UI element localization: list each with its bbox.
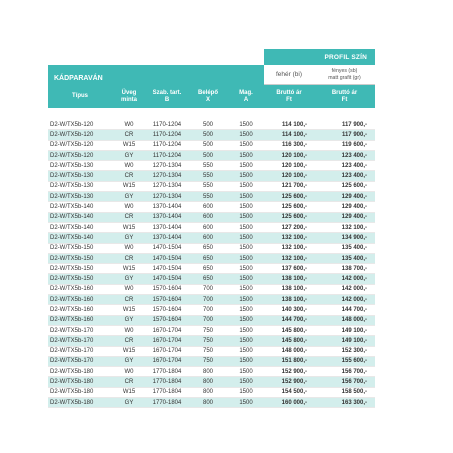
row-uveg: W15 <box>122 142 136 149</box>
col-brutto-fenyes <box>314 85 375 108</box>
col-mag <box>228 85 264 108</box>
row-uveg: W0 <box>124 121 134 128</box>
table-row <box>48 202 375 212</box>
row-szab: 1270-1304 <box>152 183 182 190</box>
row-uveg: W0 <box>124 368 134 375</box>
row-uveg: W15 <box>122 183 136 190</box>
row-mag: 1500 <box>239 389 253 396</box>
row-szab: 1670-1704 <box>152 327 182 334</box>
row-belepo: 700 <box>202 306 213 313</box>
column-header-row <box>48 85 375 108</box>
row-price-fenyes: 155 600,- <box>341 358 367 365</box>
col-szab <box>146 85 188 108</box>
table-row <box>48 151 375 161</box>
row-price-feher: 120 100,- <box>281 173 307 180</box>
row-mag: 1500 <box>239 121 253 128</box>
row-price-feher: 151 800,- <box>281 358 307 365</box>
table-row <box>48 347 375 357</box>
row-belepo: 600 <box>202 234 213 241</box>
row-uveg: W15 <box>122 348 136 355</box>
row-mag: 1500 <box>239 317 253 324</box>
row-tipus: D2-W/TX5b-130 <box>50 193 94 200</box>
row-tipus: D2-W/TX5b-150 <box>50 255 94 262</box>
row-mag: 1500 <box>239 183 253 190</box>
row-price-fenyes: 156 700,- <box>341 379 367 386</box>
col-szab-line2: B <box>164 96 170 103</box>
table-row <box>48 367 375 377</box>
row-szab: 1370-1404 <box>152 234 182 241</box>
row-price-feher: 125 600,- <box>281 214 307 221</box>
row-tipus: D2-W/TX5b-130 <box>50 183 94 190</box>
row-mag: 1500 <box>239 399 253 406</box>
row-szab: 1370-1404 <box>152 214 182 221</box>
row-price-fenyes: 119 600,- <box>341 142 367 149</box>
row-mag: 1500 <box>239 234 253 241</box>
table-row <box>48 326 375 336</box>
row-uveg: GY <box>124 317 134 324</box>
row-price-feher: 125 600,- <box>281 204 307 211</box>
row-tipus: D2-W/TX5b-170 <box>50 337 94 344</box>
row-mag: 1500 <box>239 245 253 252</box>
col-uveg-line2: minta <box>120 96 137 103</box>
row-price-fenyes: 149 100,- <box>341 337 367 344</box>
row-price-feher: 120 100,- <box>281 162 307 169</box>
col-brutto-feher-line2: Ft <box>286 96 292 103</box>
col-brutto-fenyes-line2: Ft <box>341 96 348 103</box>
row-price-feher: 145 800,- <box>281 327 307 334</box>
row-szab: 1270-1304 <box>152 193 182 200</box>
row-price-fenyes: 148 000,- <box>341 317 367 324</box>
row-price-feher: 132 100,- <box>281 245 307 252</box>
row-price-feher: 114 100,- <box>281 131 307 138</box>
row-belepo: 750 <box>202 337 213 344</box>
row-mag: 1500 <box>239 224 253 231</box>
row-mag: 1500 <box>239 204 253 211</box>
col-uveg <box>112 85 146 108</box>
col-mag-line2: A <box>243 96 249 103</box>
row-szab: 1570-1604 <box>152 317 182 324</box>
row-szab: 1170-1204 <box>152 152 182 159</box>
row-price-fenyes: 129 400,- <box>341 214 367 221</box>
row-price-fenyes: 142 000,- <box>341 296 367 303</box>
row-price-fenyes: 144 700,- <box>341 306 367 313</box>
title-row <box>48 65 375 85</box>
row-szab: 1570-1604 <box>152 306 182 313</box>
row-szab: 1470-1504 <box>152 255 182 262</box>
col-mag-line1: Mag. <box>239 89 253 96</box>
row-price-feher: 160 000,- <box>281 399 307 406</box>
header-spacer <box>48 49 264 65</box>
price-table <box>48 49 375 408</box>
row-price-feher: 132 100,- <box>281 255 307 262</box>
color-fenyes-label <box>314 65 375 85</box>
row-price-feher: 114 100,- <box>281 121 307 128</box>
row-uveg: GY <box>124 234 134 241</box>
row-szab: 1370-1404 <box>152 224 182 231</box>
row-mag: 1500 <box>239 337 253 344</box>
row-price-feher: 116 300,- <box>281 142 307 149</box>
row-uveg: W15 <box>122 306 136 313</box>
row-mag: 1500 <box>239 193 253 200</box>
row-price-feher: 152 900,- <box>281 379 307 386</box>
table-row <box>48 305 375 315</box>
row-szab: 1370-1404 <box>152 204 182 211</box>
row-uveg: GY <box>124 193 134 200</box>
row-price-fenyes: 163 300,- <box>341 399 367 406</box>
row-belepo: 800 <box>202 368 213 375</box>
row-belepo: 650 <box>202 245 213 252</box>
row-szab: 1670-1704 <box>152 337 182 344</box>
row-mag: 1500 <box>239 142 253 149</box>
row-tipus: D2-W/TX5b-180 <box>50 368 94 375</box>
row-price-feher: 148 000,- <box>281 348 307 355</box>
row-szab: 1670-1704 <box>152 358 182 365</box>
col-tipus-label: Típus <box>72 93 88 99</box>
row-szab: 1170-1204 <box>152 121 182 128</box>
row-tipus: D2-W/TX5b-140 <box>50 214 94 221</box>
col-tipus <box>48 85 112 108</box>
table-row <box>48 244 375 254</box>
table-row <box>48 264 375 274</box>
row-tipus: D2-W/TX5b-160 <box>50 306 94 313</box>
col-belepo-line1: Belépő <box>197 89 218 96</box>
row-tipus: D2-W/TX5b-160 <box>50 317 94 324</box>
row-belepo: 550 <box>202 173 213 180</box>
row-price-fenyes: 123 400,- <box>341 173 367 180</box>
table-row <box>48 388 375 398</box>
row-price-feher: 152 900,- <box>281 368 307 375</box>
row-uveg: CR <box>124 255 134 262</box>
row-tipus: D2-W/TX5b-140 <box>50 234 94 241</box>
row-szab: 1770-1804 <box>152 368 182 375</box>
row-szab: 1570-1604 <box>152 296 182 303</box>
row-uveg: GY <box>124 358 134 365</box>
row-price-fenyes: 117 900,- <box>341 131 367 138</box>
row-szab: 1770-1804 <box>152 389 182 396</box>
row-price-fenyes: 129 400,- <box>341 193 367 200</box>
row-mag: 1500 <box>239 255 253 262</box>
row-price-feher: 144 700,- <box>281 317 307 324</box>
row-tipus: D2-W/TX5b-120 <box>50 131 94 138</box>
row-szab: 1670-1704 <box>152 348 182 355</box>
row-belepo: 800 <box>202 379 213 386</box>
row-price-fenyes: 142 000,- <box>341 286 367 293</box>
row-price-fenyes: 123 400,- <box>341 162 367 169</box>
row-szab: 1170-1204 <box>152 131 182 138</box>
row-price-fenyes: 152 300,- <box>341 348 367 355</box>
table-body <box>48 120 375 408</box>
col-brutto-fenyes-line1: Bruttó ár <box>331 89 358 96</box>
row-price-feher: 132 100,- <box>281 234 307 241</box>
row-belepo: 600 <box>202 204 213 211</box>
table-row <box>48 171 375 181</box>
row-uveg: W15 <box>122 389 136 396</box>
row-tipus: D2-W/TX5b-140 <box>50 204 94 211</box>
row-tipus: D2-W/TX5b-170 <box>50 358 94 365</box>
col-belepo <box>188 85 228 108</box>
row-szab: 1270-1304 <box>152 162 182 169</box>
row-szab: 1770-1804 <box>152 379 182 386</box>
row-tipus: D2-W/TX5b-160 <box>50 286 94 293</box>
table-row <box>48 223 375 233</box>
row-price-feher: 121 700,- <box>281 183 307 190</box>
row-uveg: W0 <box>124 286 134 293</box>
row-uveg: W15 <box>122 224 136 231</box>
row-price-feher: 138 100,- <box>281 276 307 283</box>
row-tipus: D2-W/TX5b-170 <box>50 327 94 334</box>
row-uveg: CR <box>124 337 134 344</box>
table-row <box>48 213 375 223</box>
col-szab-line1: Szab. tart. <box>152 89 182 96</box>
row-uveg: CR <box>124 379 134 386</box>
row-uveg: GY <box>124 399 134 406</box>
row-tipus: D2-W/TX5b-120 <box>50 142 94 149</box>
row-uveg: CR <box>124 131 134 138</box>
row-price-fenyes: 149 100,- <box>341 327 367 334</box>
col-brutto-feher-line1: Bruttó ár <box>276 89 302 96</box>
table-row <box>48 130 375 140</box>
table-row <box>48 357 375 367</box>
row-mag: 1500 <box>239 379 253 386</box>
row-tipus: D2-W/TX5b-180 <box>50 399 94 406</box>
row-belepo: 600 <box>202 214 213 221</box>
profil-header-row <box>48 49 375 65</box>
row-mag: 1500 <box>239 286 253 293</box>
table-row <box>48 295 375 305</box>
col-uveg-line1: Üveg <box>121 89 137 96</box>
col-belepo-line2: X <box>205 96 210 103</box>
table-row <box>48 285 375 295</box>
row-uveg: GY <box>124 152 134 159</box>
row-tipus: D2-W/TX5b-120 <box>50 152 94 159</box>
row-belepo: 500 <box>202 142 213 149</box>
row-price-fenyes: 142 000,- <box>341 276 367 283</box>
row-tipus: D2-W/TX5b-150 <box>50 245 94 252</box>
row-tipus: D2-W/TX5b-160 <box>50 296 94 303</box>
row-tipus: D2-W/TX5b-130 <box>50 162 94 169</box>
row-mag: 1500 <box>239 173 253 180</box>
row-mag: 1500 <box>239 327 253 334</box>
color-feher-label: fehér (bi) <box>264 65 314 85</box>
row-uveg: W0 <box>124 327 134 334</box>
row-belepo: 800 <box>202 399 213 406</box>
row-price-feher: 125 600,- <box>281 193 307 200</box>
row-szab: 1570-1604 <box>152 286 182 293</box>
fenyes-line2: matt grafit (gr) <box>328 74 361 81</box>
row-price-feher: 154 500,- <box>281 389 307 396</box>
table-row <box>48 192 375 202</box>
row-price-feher: 137 600,- <box>281 265 307 272</box>
row-belepo: 550 <box>202 162 213 169</box>
row-szab: 1470-1504 <box>152 245 182 252</box>
table-row <box>48 316 375 326</box>
row-mag: 1500 <box>239 131 253 138</box>
col-brutto-feher <box>264 85 314 108</box>
row-mag: 1500 <box>239 162 253 169</box>
row-price-feher: 138 100,- <box>281 286 307 293</box>
table-row <box>48 398 375 408</box>
row-tipus: D2-W/TX5b-180 <box>50 389 94 396</box>
row-belepo: 750 <box>202 327 213 334</box>
row-mag: 1500 <box>239 214 253 221</box>
row-price-fenyes: 138 700,- <box>341 265 367 272</box>
row-tipus: D2-W/TX5b-140 <box>50 224 94 231</box>
row-szab: 1170-1204 <box>152 142 182 149</box>
row-belepo: 750 <box>202 358 213 365</box>
table-row <box>48 274 375 284</box>
row-price-fenyes: 158 500,- <box>341 389 367 396</box>
row-belepo: 550 <box>202 183 213 190</box>
row-tipus: D2-W/TX5b-120 <box>50 121 94 128</box>
profil-szin-label: PROFIL SZÍN <box>264 49 375 65</box>
row-belepo: 700 <box>202 296 213 303</box>
row-uveg: W15 <box>122 265 136 272</box>
row-price-fenyes: 125 600,- <box>341 183 367 190</box>
row-uveg: GY <box>124 276 134 283</box>
table-row <box>48 161 375 171</box>
header-gap <box>48 108 375 120</box>
table-row <box>48 182 375 192</box>
row-belepo: 500 <box>202 131 213 138</box>
row-uveg: CR <box>124 214 134 221</box>
fenyes-line1: fényes (sb) <box>331 68 358 74</box>
row-price-fenyes: 156 700,- <box>341 368 367 375</box>
row-price-fenyes: 132 100,- <box>341 224 367 231</box>
row-szab: 1770-1804 <box>152 399 182 406</box>
section-title: KÁDPARAVÁN <box>48 65 264 85</box>
row-belepo: 800 <box>202 389 213 396</box>
row-price-fenyes: 117 900,- <box>341 121 367 128</box>
row-tipus: D2-W/TX5b-130 <box>50 173 94 180</box>
row-belepo: 700 <box>202 286 213 293</box>
row-belepo: 750 <box>202 348 213 355</box>
row-szab: 1270-1304 <box>152 173 182 180</box>
row-belepo: 550 <box>202 193 213 200</box>
row-price-fenyes: 135 400,- <box>341 245 367 252</box>
row-mag: 1500 <box>239 368 253 375</box>
row-belepo: 500 <box>202 152 213 159</box>
row-tipus: D2-W/TX5b-150 <box>50 265 94 272</box>
row-belepo: 700 <box>202 317 213 324</box>
row-mag: 1500 <box>239 306 253 313</box>
row-uveg: CR <box>124 296 134 303</box>
row-tipus: D2-W/TX5b-180 <box>50 379 94 386</box>
row-belepo: 650 <box>202 276 213 283</box>
table-row <box>48 254 375 264</box>
row-uveg: W0 <box>124 245 134 252</box>
table-row <box>48 377 375 387</box>
row-belepo: 500 <box>202 121 213 128</box>
row-price-fenyes: 134 900,- <box>341 234 367 241</box>
row-mag: 1500 <box>239 296 253 303</box>
row-mag: 1500 <box>239 152 253 159</box>
row-price-feher: 140 300,- <box>281 306 307 313</box>
row-price-fenyes: 129 400,- <box>341 204 367 211</box>
table-row <box>48 141 375 151</box>
row-uveg: W0 <box>124 204 134 211</box>
row-belepo: 650 <box>202 265 213 272</box>
row-price-feher: 145 800,- <box>281 337 307 344</box>
table-row <box>48 233 375 243</box>
row-mag: 1500 <box>239 276 253 283</box>
row-mag: 1500 <box>239 265 253 272</box>
row-price-feher: 120 100,- <box>281 152 307 159</box>
table-row <box>48 336 375 346</box>
row-szab: 1470-1504 <box>152 265 182 272</box>
row-mag: 1500 <box>239 348 253 355</box>
row-mag: 1500 <box>239 358 253 365</box>
table-row <box>48 120 375 130</box>
row-price-fenyes: 135 400,- <box>341 255 367 262</box>
row-price-fenyes: 123 400,- <box>341 152 367 159</box>
row-uveg: CR <box>124 173 134 180</box>
row-price-feher: 127 200,- <box>281 224 307 231</box>
row-tipus: D2-W/TX5b-150 <box>50 276 94 283</box>
row-szab: 1470-1504 <box>152 276 182 283</box>
row-tipus: D2-W/TX5b-170 <box>50 348 94 355</box>
row-uveg: W0 <box>124 162 134 169</box>
row-belepo: 650 <box>202 255 213 262</box>
row-price-feher: 138 100,- <box>281 296 307 303</box>
row-belepo: 600 <box>202 224 213 231</box>
